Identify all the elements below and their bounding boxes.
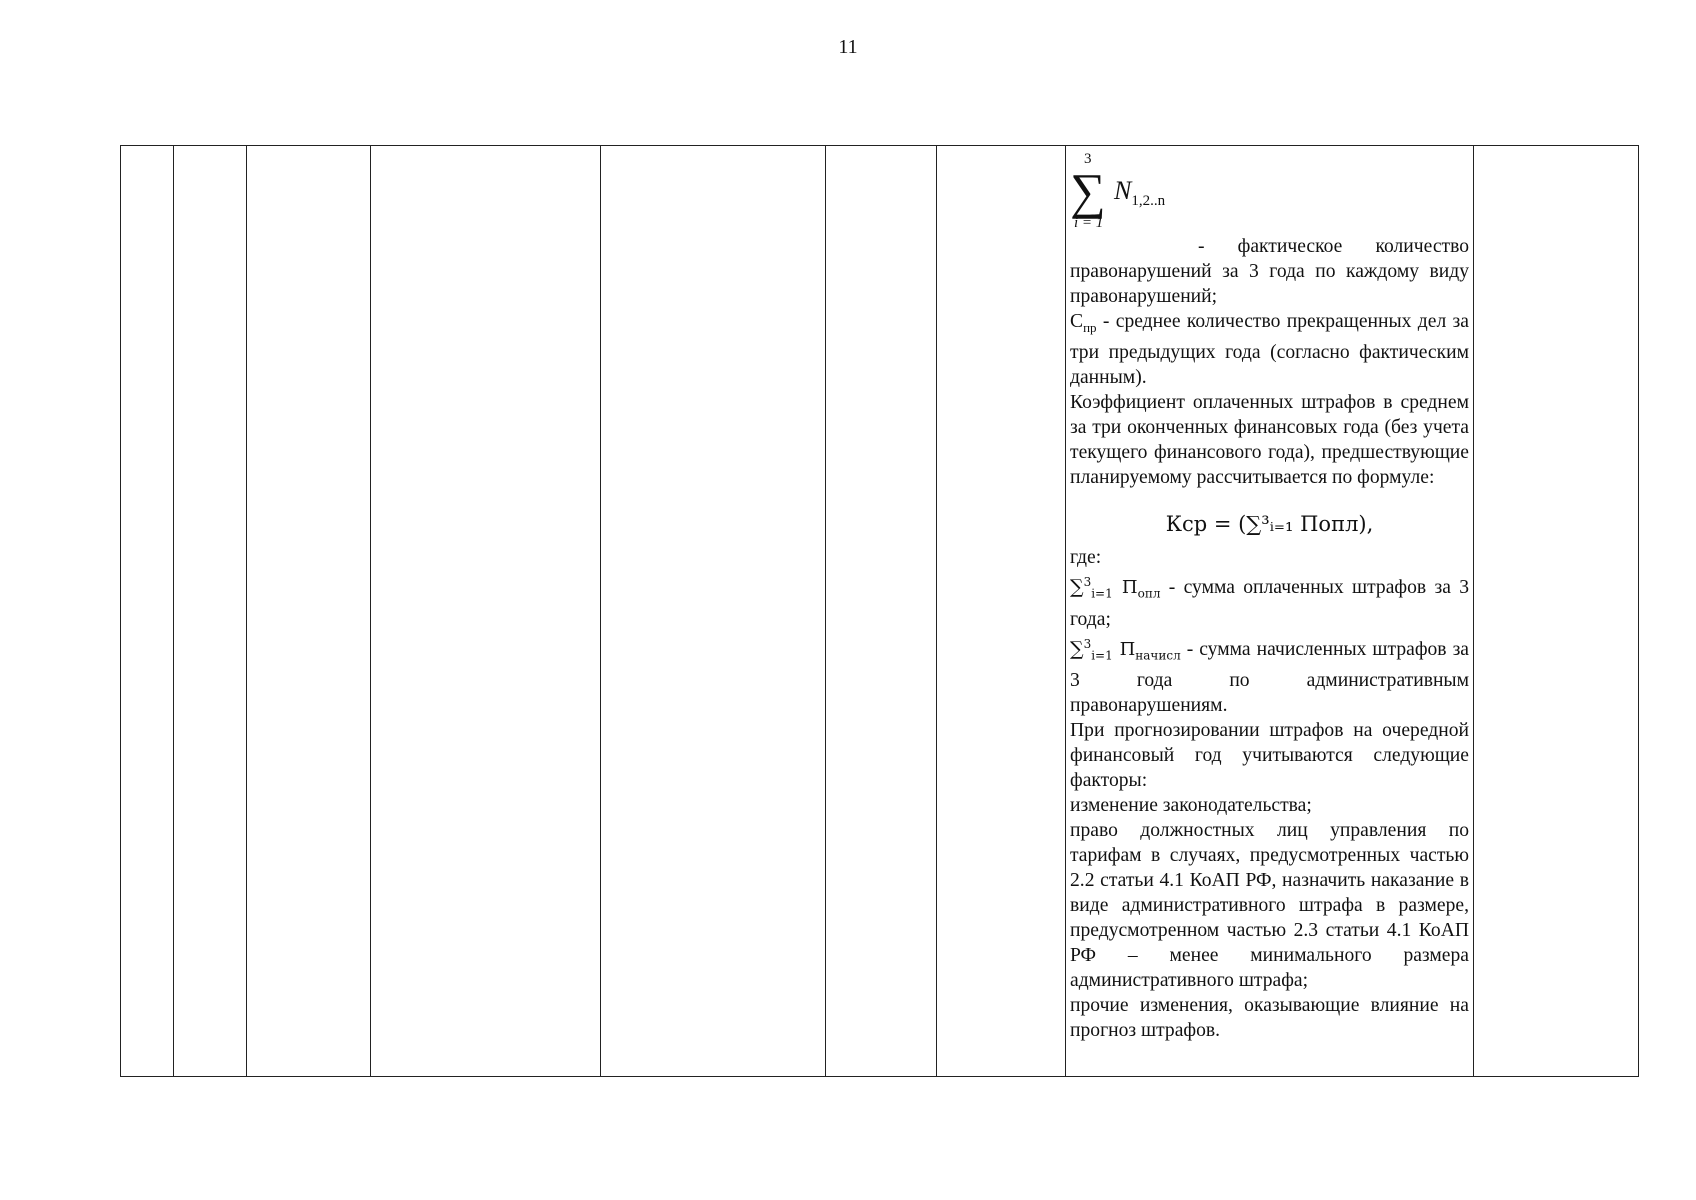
table-cell-3 [247, 146, 371, 1077]
paragraph-3: Коэффициент оплаченных штрафов в среднем за три оконченных финансовых года (без учета текущего финансового года), предшествующие планируемому рассчитывается по формуле: [1070, 391, 1469, 488]
paragraph-9: прочие изменения, оказывающие влияние на прогноз штрафов. [1070, 995, 1469, 1042]
paragraph-6: При прогнозировании штрафов на очередной финансовый год учитываются следующие факторы: [1070, 720, 1469, 792]
table-cell-9 [1474, 146, 1639, 1077]
document-table [120, 145, 1639, 1077]
paragraph-8: право должностных лиц управления по тарифам в случаях, предусмотренных частью 2.2 статьи 4.1 КоАП РФ, назначить наказание в виде административного штрафа в размере, предусмотренном частью 2.3 статьи 4.1 КоАП РФ – менее минимального размера административного штрафа; [1070, 820, 1469, 992]
table-cell-7 [937, 146, 1066, 1077]
paragraph-7: изменение законодательства; [1070, 795, 1312, 817]
table-row [121, 146, 1639, 1077]
paragraph-1: - фактическое количество правонарушений за 3 года по каждому виду правонарушений; [1070, 236, 1469, 307]
sum-symbol: 3 ∑ i = 1 [1070, 151, 1106, 231]
paragraph-4: ∑$^3_{i=1}$ $П_{опл}$ - сумма оплаченных штрафов за 3 года; [1070, 574, 1470, 630]
table-cell-1 [121, 146, 174, 1077]
page-number: 11 [838, 36, 858, 58]
table-cell-6 [826, 146, 937, 1077]
paragraph-where: где: [1070, 546, 1102, 568]
sum-formula [1070, 151, 1469, 234]
sum-variable: $N_{1,2..n}$ [1114, 176, 1166, 210]
sum-upper-limit: 3 [1084, 151, 1092, 167]
table-cell-2 [174, 146, 247, 1077]
paragraph-5: ∑$^3_{i=1}$ $П_{начисл}$ - сумма начисленных штрафов за 3 года по административным правонарушениям. [1070, 636, 1469, 717]
table-cell-5 [601, 146, 826, 1077]
table-cell-4 [371, 146, 601, 1077]
paragraph-2: $С_{пр}$ - среднее количество прекращенных дел за три предыдущих года (согласно фактическим данным). [1070, 311, 1469, 388]
sum-lower-limit: i = 1 [1074, 215, 1104, 231]
table-cell-method-text [1066, 146, 1474, 1077]
formula-ksr: Кср = (∑³ᵢ₌₁ Попл), [1165, 511, 1374, 536]
